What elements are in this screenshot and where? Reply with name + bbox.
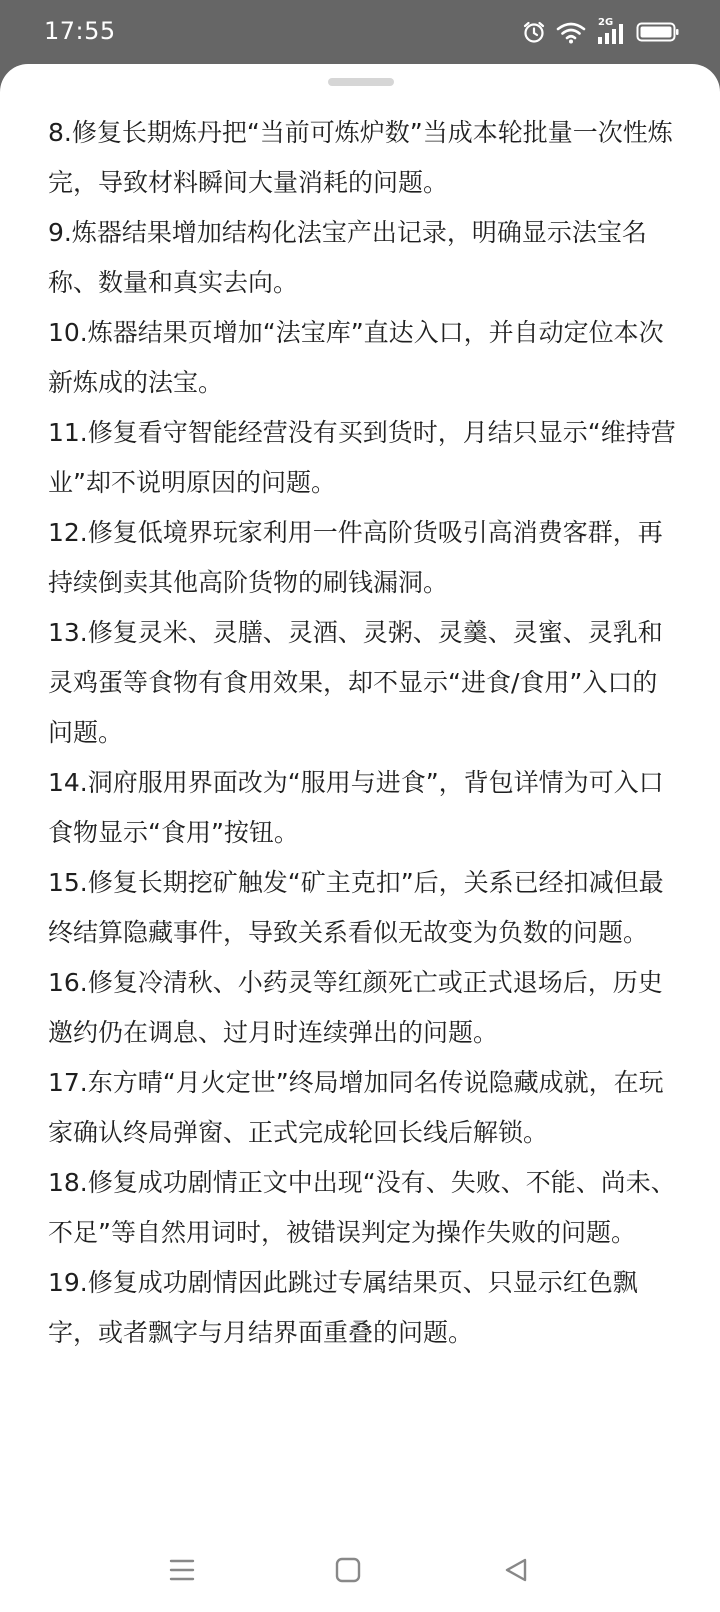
- list-item: 17.东方晴“月火定世”终局增加同名传说隐藏成就，在玩家确认终局弹窗、正式完成轮回长线后解锁。: [48, 1068, 664, 1147]
- network-type-label: 2G: [598, 17, 614, 28]
- list-item: 16.修复冷清秋、小药灵等红颜死亡或正式退场后，历史邀约仍在调息、过月时连续弹出的问题。: [48, 968, 663, 1047]
- list-item: 14.洞府服用界面改为“服用与进食”，背包详情为可入口食物显示“食用”按钮。: [48, 768, 664, 847]
- list-item: 13.修复灵米、灵膳、灵酒、灵粥、灵羹、灵蜜、灵乳和灵鸡蛋等食物有食用效果，却不显示“进食/食用”入口的问题。: [48, 618, 663, 747]
- home-icon[interactable]: [328, 1550, 368, 1590]
- update-notes-list: [48, 108, 678, 1358]
- list-item: 12.修复低境界玩家利用一件高阶货吸引高消费客群，再持续倒卖其他高阶货物的刷钱漏洞。: [48, 518, 663, 597]
- wifi-icon: [556, 20, 586, 44]
- alarm-icon: [522, 20, 546, 44]
- list-item: 19.修复成功剧情因此跳过专属结果页、只显示红色飘字，或者飘字与月结界面重叠的问题。: [48, 1268, 638, 1347]
- list-item: 11.修复看守智能经营没有买到货时，月结只显示“维持营业”却不说明原因的问题。: [48, 418, 676, 497]
- status-time: 17:55: [44, 17, 116, 45]
- update-notes-sheet[interactable]: [0, 64, 720, 1612]
- status-bar: [0, 0, 720, 64]
- back-icon[interactable]: [496, 1550, 536, 1590]
- menu-icon[interactable]: [162, 1550, 202, 1590]
- battery-icon: [636, 20, 680, 44]
- list-item: 18.修复成功剧情正文中出现“没有、失败、不能、尚未、不足”等自然用词时，被错误判定为操作失败的问题。: [48, 1168, 676, 1247]
- status-icons: [512, 16, 680, 48]
- cellular-signal-icon: [596, 19, 626, 45]
- sheet-drag-handle[interactable]: [328, 78, 394, 86]
- list-item: 10.炼器结果页增加“法宝库”直达入口，并自动定位本次新炼成的法宝。: [48, 318, 664, 397]
- navigation-bar: [0, 1530, 720, 1612]
- list-item: 8.修复长期炼丹把“当前可炼炉数”当成本轮批量一次性炼完，导致材料瞬间大量消耗的问题。: [48, 118, 673, 197]
- list-item: 9.炼器结果增加结构化法宝产出记录，明确显示法宝名称、数量和真实去向。: [48, 218, 647, 297]
- list-item: 15.修复长期挖矿触发“矿主克扣”后，关系已经扣减但最终结算隐藏事件，导致关系看似无故变为负数的问题。: [48, 868, 664, 947]
